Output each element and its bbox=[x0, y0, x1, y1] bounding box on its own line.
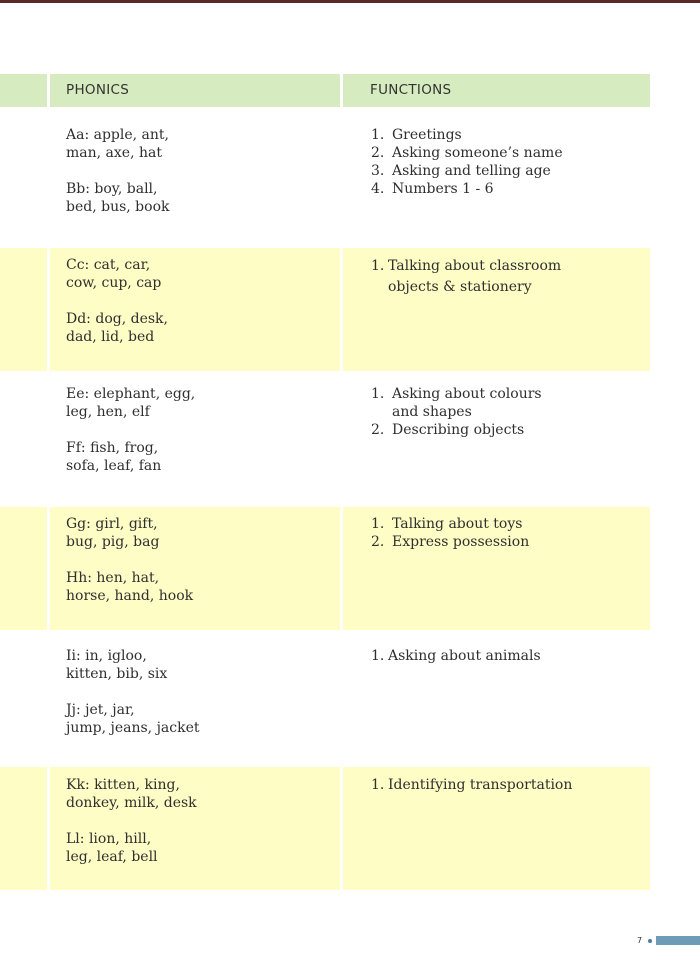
functions-cell-row-4 bbox=[371, 515, 529, 551]
page-number: 7 bbox=[637, 936, 643, 945]
function-item: 1. Asking about colours and shapes bbox=[371, 386, 542, 420]
page-dot-icon bbox=[648, 939, 652, 943]
phonics-cell-row-5 bbox=[66, 647, 200, 737]
function-item: 2. Describing objects bbox=[371, 422, 525, 438]
function-item: 1. Talking about toys bbox=[371, 516, 523, 532]
phonics-entry: Ff: fish, frog, sofa, leaf, fan bbox=[66, 440, 162, 474]
phonics-entry: Ll: lion, hill, leg, leaf, bell bbox=[66, 831, 158, 865]
phonics-entry: Ee: elephant, egg, leg, hen, elf bbox=[66, 386, 196, 420]
phonics-entry: Cc: cat, car, cow, cup, cap bbox=[66, 257, 162, 291]
phonics-entry: Ii: in, igloo, kitten, bib, six bbox=[66, 648, 168, 682]
phonics-cell-row-6 bbox=[66, 776, 197, 866]
function-item: 2. Express possession bbox=[371, 534, 530, 550]
phonics-entry: Jj: jet, jar, jump, jeans, jacket bbox=[66, 702, 200, 736]
function-item: 4. Numbers 1 - 6 bbox=[371, 181, 494, 197]
phonics-entry: Gg: girl, gift, bug, pig, bag bbox=[66, 516, 160, 550]
phonics-entry: Aa: apple, ant, man, axe, hat bbox=[66, 127, 169, 161]
phonics-entry: Kk: kitten, king, donkey, milk, desk bbox=[66, 777, 197, 811]
function-item: 1. Asking about animals bbox=[371, 648, 541, 664]
phonics-cell-row-2 bbox=[66, 256, 168, 346]
functions-cell-row-5 bbox=[371, 647, 541, 665]
phonics-cell-row-1 bbox=[66, 126, 169, 216]
function-item: 1. Talking about classroom objects & stationery bbox=[371, 258, 562, 295]
functions-cell-row-2 bbox=[371, 256, 561, 298]
phonics-entry: Bb: boy, ball, bed, bus, book bbox=[66, 181, 170, 215]
top-border-rule bbox=[0, 0, 700, 3]
function-item: 1. Identifying transportation bbox=[371, 777, 573, 793]
phonics-cell-row-4 bbox=[66, 515, 193, 605]
phonics-entry: Hh: hen, hat, horse, hand, hook bbox=[66, 570, 194, 604]
functions-cell-row-1 bbox=[371, 126, 563, 198]
header-divider-left bbox=[47, 74, 50, 107]
functions-cell-row-3 bbox=[371, 385, 542, 439]
header-divider-mid bbox=[340, 74, 343, 107]
phonics-cell-row-3 bbox=[66, 385, 195, 475]
functions-cell-row-6 bbox=[371, 776, 572, 794]
function-item: 1. Greetings bbox=[371, 127, 462, 143]
page-tab-bar bbox=[656, 936, 700, 945]
function-item: 2. Asking someone’s name bbox=[371, 145, 563, 161]
function-item: 3. Asking and telling age bbox=[371, 163, 551, 179]
header-functions: FUNCTIONS bbox=[370, 82, 452, 98]
header-phonics: PHONICS bbox=[66, 82, 130, 98]
phonics-entry: Dd: dog, desk, dad, lid, bed bbox=[66, 311, 168, 345]
